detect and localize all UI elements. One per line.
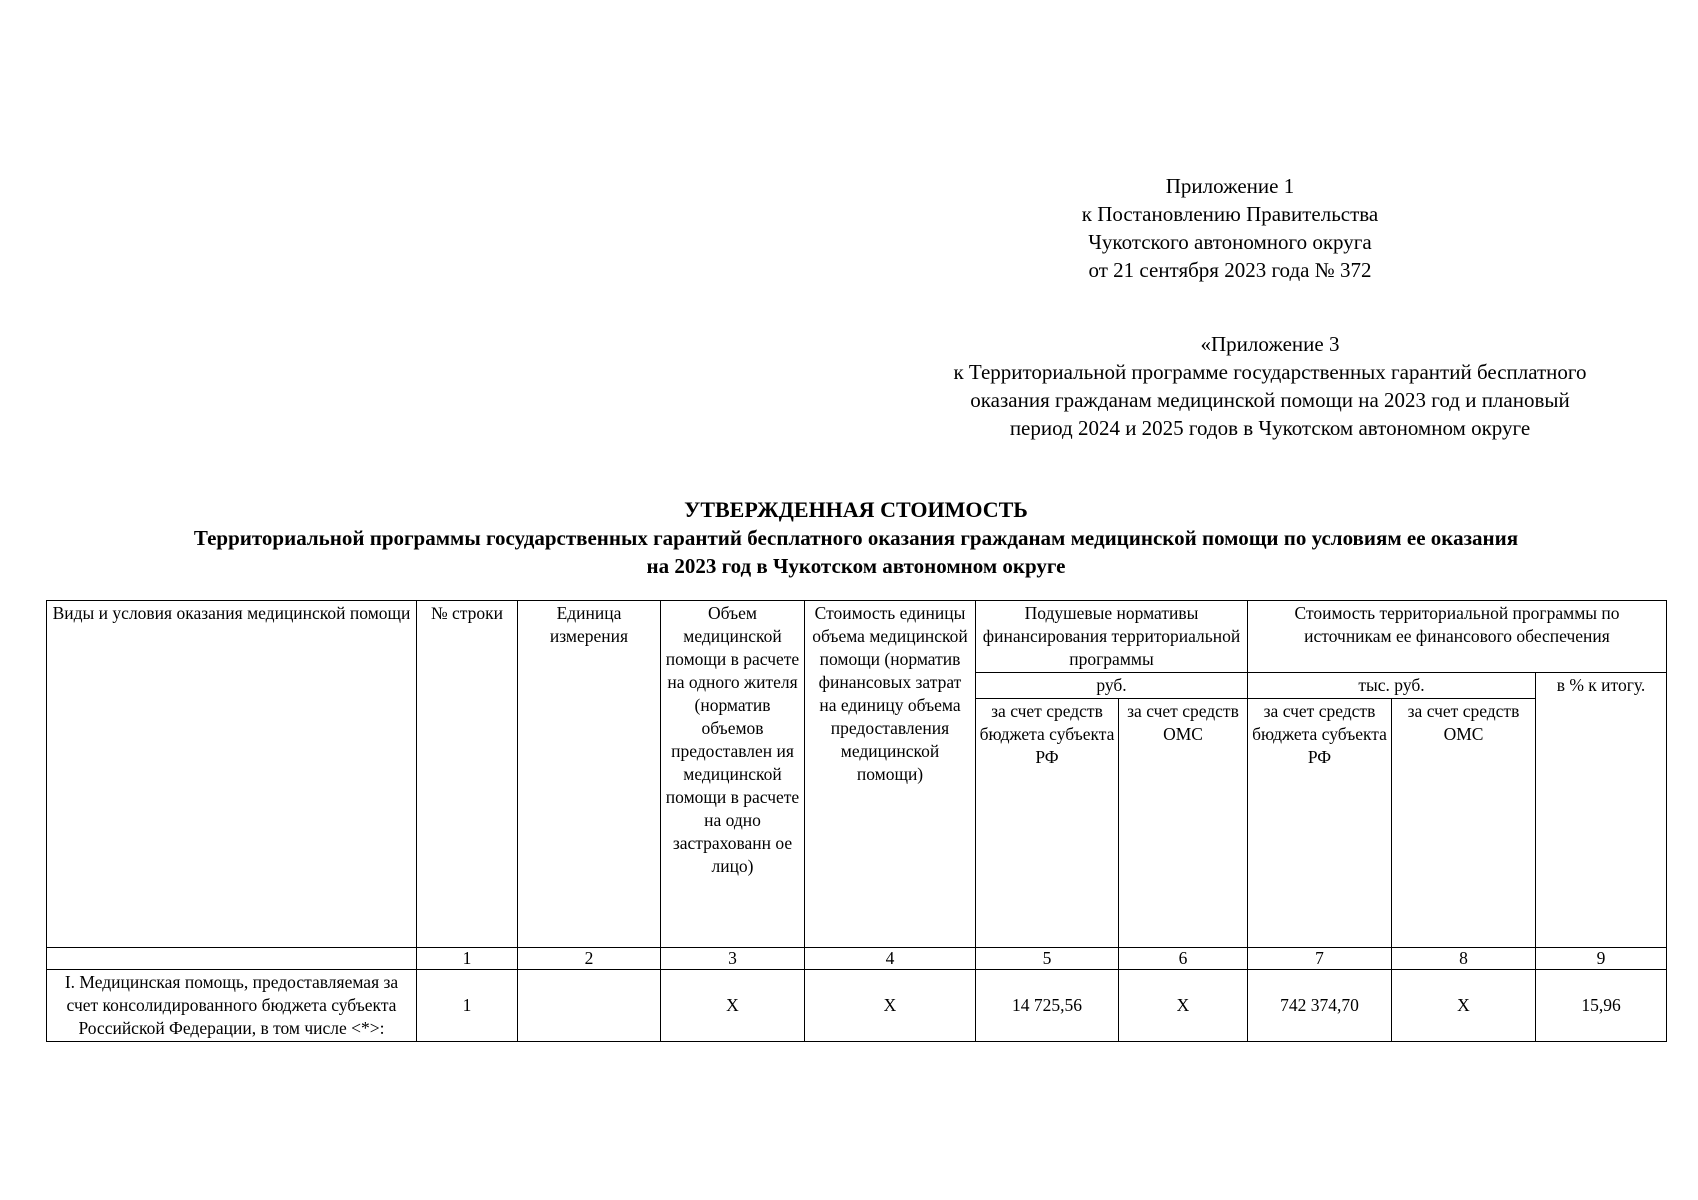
header-per-capita: Подушевые нормативы финансирования территориальной программы <box>976 601 1248 673</box>
appendix-1-block <box>1080 172 1380 284</box>
column-number: 8 <box>1392 948 1536 970</box>
column-number <box>47 948 417 970</box>
appendix-1-line: от 21 сентября 2023 года № 372 <box>1088 258 1372 282</box>
appendix-1-line: к Постановлению Правительства <box>1081 202 1379 226</box>
document-subtitle-line: Территориальной программы государственных гарантий бесплатного оказания гражданам медицинской помощи по условиям ее оказания <box>193 526 1519 550</box>
row-volume: X <box>661 970 805 1042</box>
header-oms-rub: за счет средств ОМС <box>1119 699 1248 948</box>
header-unit: Единица измерения <box>518 601 661 948</box>
column-number: 7 <box>1248 948 1392 970</box>
header-volume: Объем медицинской помощи в расчете на одного жителя (норматив объемов предоставлен ия медицинской помощи в расчете на одно застрахованн ое лицо) <box>661 601 805 948</box>
header-rub: руб. <box>976 673 1248 699</box>
header-budget-rub: за счет средств бюджета субъекта РФ <box>976 699 1119 948</box>
row-budget-rub: 14 725,56 <box>976 970 1119 1042</box>
appendix-3-line: «Приложение 3 <box>1200 332 1340 356</box>
column-numbers-row <box>47 948 1667 970</box>
header-program-cost: Стоимость территориальной программы по источникам ее финансового обеспечения <box>1248 601 1667 673</box>
row-kind: I. Медицинская помощь, предоставляемая за счет консолидированного бюджета субъекта Российской Федерации, в том числе <*>: <box>47 970 417 1042</box>
appendix-1-line: Чукотского автономного округа <box>1088 230 1372 254</box>
column-number: 4 <box>805 948 976 970</box>
appendix-3-line: оказания гражданам медицинской помощи на 2023 год и плановый <box>970 388 1570 412</box>
appendix-3-line: период 2024 и 2025 годов в Чукотском автономном округе <box>1009 416 1531 440</box>
column-number: 9 <box>1536 948 1667 970</box>
row-unit <box>518 970 661 1042</box>
column-number: 3 <box>661 948 805 970</box>
document-title: УТВЕРЖДЕННАЯ СТОИМОСТЬ <box>684 497 1028 522</box>
row-oms-thousand: X <box>1392 970 1536 1042</box>
header-budget-thousand: за счет средств бюджета субъекта РФ <box>1248 699 1392 948</box>
header-thousand-rub: тыс. руб. <box>1248 673 1536 699</box>
document-subtitle-line: на 2023 год в Чукотском автономном округе <box>646 554 1066 578</box>
header-row-number: № строки <box>417 601 518 948</box>
row-oms-rub: X <box>1119 970 1248 1042</box>
column-number: 1 <box>417 948 518 970</box>
column-number: 6 <box>1119 948 1248 970</box>
row-unit-cost: X <box>805 970 976 1042</box>
row-budget-thousand: 742 374,70 <box>1248 970 1392 1042</box>
appendix-3-line: к Территориальной программе государственных гарантий бесплатного <box>953 360 1587 384</box>
header-oms-thousand: за счет средств ОМС <box>1392 699 1536 948</box>
appendix-1-line: Приложение 1 <box>1165 174 1295 198</box>
appendix-3-block <box>895 330 1645 442</box>
document-heading <box>46 496 1666 580</box>
header-unit-cost: Стоимость единицы объема медицинской помощи (норматив финансовых затрат на единицу объема предоставления медицинской помощи) <box>805 601 976 948</box>
column-number: 2 <box>518 948 661 970</box>
row-number: 1 <box>417 970 518 1042</box>
header-percent-total: в % к итогу. <box>1536 673 1667 948</box>
header-kinds: Виды и условия оказания медицинской помощи <box>47 601 417 948</box>
column-number: 5 <box>976 948 1119 970</box>
row-percent: 15,96 <box>1536 970 1667 1042</box>
cost-table <box>46 600 1667 1042</box>
table-row <box>47 970 1667 1042</box>
